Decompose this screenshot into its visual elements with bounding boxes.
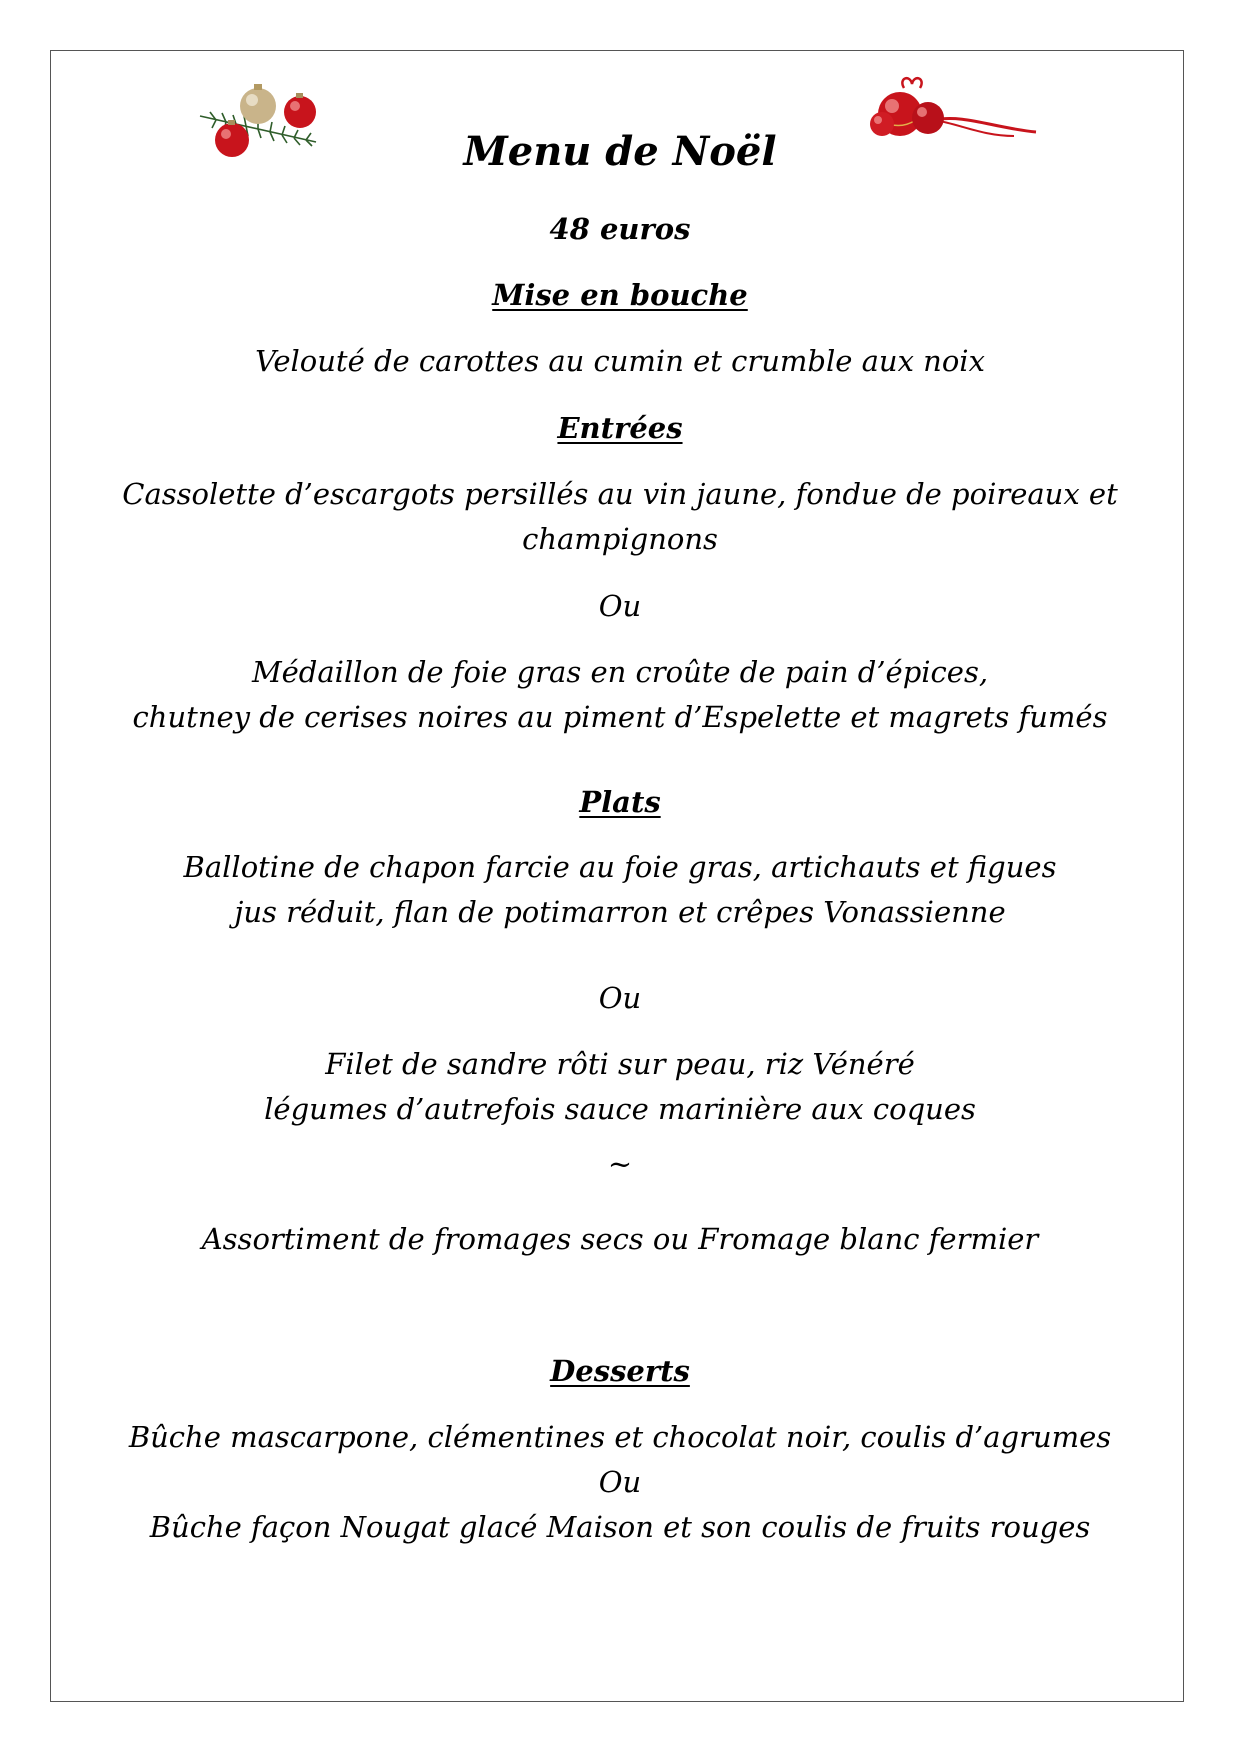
entree-option-1-line-1: Cassolette d’escargots persillés au vin jaune, fondue de poireaux et [122,477,1118,511]
dessert-option-2: Bûche façon Nougat glacé Maison et son coulis de fruits rouges [149,1510,1091,1544]
plat-option-1-line-1: Ballotine de chapon farcie au foie gras, artichauts et figues [183,850,1057,884]
plat-option-2-line-1: Filet de sandre rôti sur peau, riz Vénéré [325,1047,915,1081]
mise-en-bouche-dish: Velouté de carottes au cumin et crumble aux noix [255,344,985,378]
entree-option-2-line-2: chutney de cerises noires au piment d’Espelette et magrets fumés [132,700,1108,734]
plat-option-2-line-2: légumes d’autrefois sauce marinière aux coques [264,1092,976,1126]
section-heading-mise-en-bouche: Mise en bouche [492,278,748,312]
dessert-separator: Ou [598,1465,642,1499]
section-heading-desserts: Desserts [550,1354,690,1388]
menu-price: 48 euros [549,212,691,246]
entree-separator: Ou [598,589,642,623]
cheese-course: Assortiment de fromages secs ou Fromage blanc fermier [201,1222,1039,1256]
dessert-option-1: Bûche mascarpone, clémentines et chocolat noir, coulis d’agrumes [128,1420,1112,1454]
plat-tilde-separator: ~ [607,1147,633,1181]
plat-option-1-line-2: jus réduit, flan de potimarron et crêpes Vonassienne [234,895,1006,929]
entree-option-2-line-1: Médaillon de foie gras en croûte de pain d’épices, [251,655,989,689]
section-heading-entrees: Entrées [557,411,683,445]
page-title: Menu de Noël [463,128,777,175]
section-heading-plats: Plats [579,785,661,819]
entree-option-1-line-2: champignons [522,522,718,556]
plat-separator: Ou [598,981,642,1015]
